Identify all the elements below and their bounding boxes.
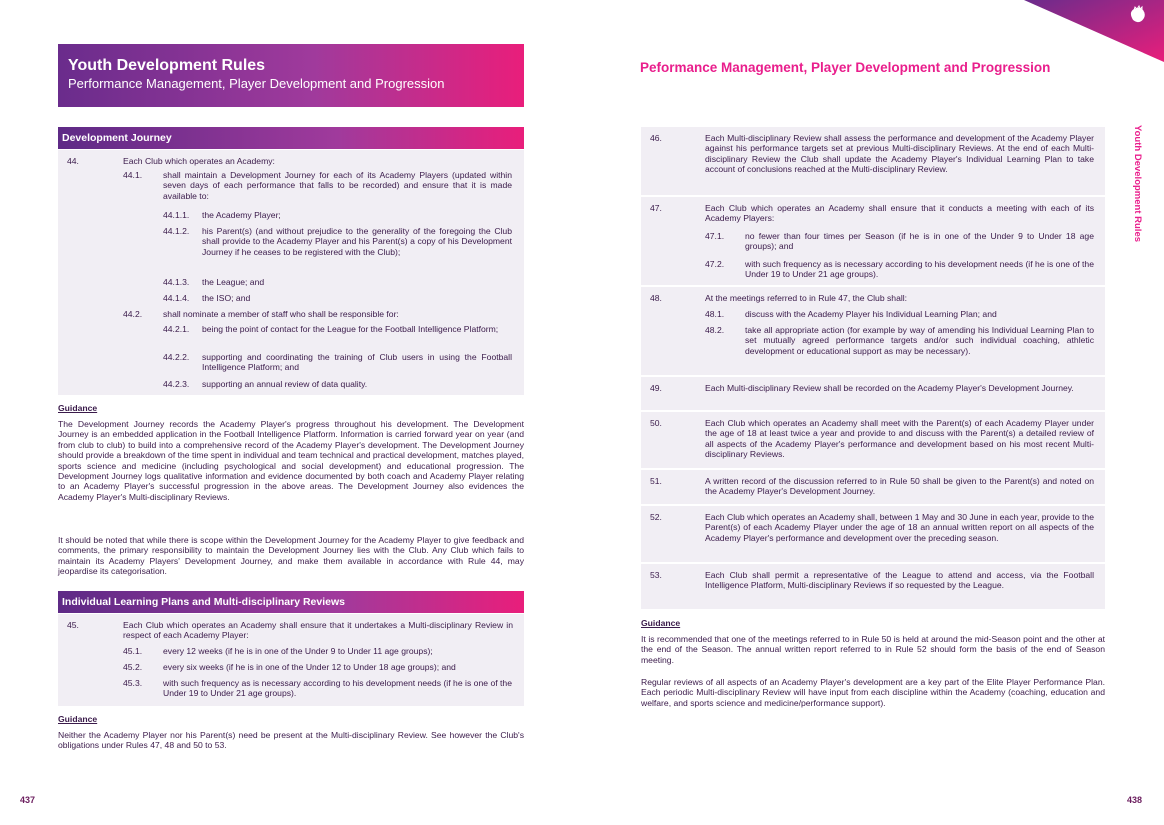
rule-text: take all appropriate action (for example by way of amending his Individual Learning Plan to set mutually agreed performance targets and/or such individual coaching, athletic development or educational support as may be necessary). — [745, 325, 1094, 356]
rule-text: Each Multi-disciplinary Review shall be recorded on the Academy Player's Development Journey. — [705, 383, 1074, 393]
guidance-paragraph: Regular reviews of all aspects of an Academy Player's development are a key part of the Elite Player Performance Plan. Each periodic Multi-disciplinary Review will have input from each discipline within the Academy (coaching, education and welfare, and sports science and medicine/performance support). — [641, 677, 1105, 708]
rule-number: 44.1. — [123, 170, 143, 180]
rule-number: 48. — [650, 293, 662, 303]
rule-number: 44.2. — [123, 309, 143, 319]
rule-text: A written record of the discussion referred to in Rule 50 shall be given to the Parent(s) and noted on the Academy Player's Development Journey. — [705, 476, 1094, 497]
rule-53-panel — [641, 564, 1105, 609]
rule-number: 45.1. — [123, 646, 143, 656]
rule-number: 50. — [650, 418, 662, 428]
rule-52-panel — [641, 506, 1105, 562]
rule-text: Each Club shall permit a representative of the League to attend and access, via the Football Intelligence Platform, Multi-disciplinary Reviews if so requested by the League. — [705, 570, 1094, 591]
rule-text: Each Multi-disciplinary Review shall assess the performance and development of the Academy Player against his performance targets set at previous Multi-disciplinary Reviews. At the end of each Multi-disciplinary Review the Club shall update the Academy Player's Individual Learning Plan to take account of conclusions reached at the Multi-disciplinary Review. — [705, 133, 1094, 174]
rule-text: Each Club which operates an Academy shall ensure that it conducts a meeting with each of its Academy Players: — [705, 203, 1094, 224]
rule-text: At the meetings referred to in Rule 47, the Club shall: — [705, 293, 908, 303]
section-header-development-journey: Development Journey — [58, 127, 524, 149]
guidance-paragraph: It is recommended that one of the meetings referred to in Rule 50 is held at around the mid-Season point and the other at the end of the Season. The annual written report referred to in Rule 52 should form the basis of the end of Season meeting. — [641, 634, 1105, 665]
rule-number: 52. — [650, 512, 662, 522]
rule-number: 44.2.1. — [163, 324, 190, 334]
rule-number: 48.2. — [705, 325, 725, 335]
rule-number: 53. — [650, 570, 662, 580]
rule-number: 47.2. — [705, 259, 725, 269]
rule-text: his Parent(s) (and without prejudice to the generality of the foregoing the Club shall provide to the Academy Player and his Parent(s) a copy of his Development Journey if he ceases to be registered with the Club); — [202, 226, 512, 257]
rule-text: discuss with the Academy Player his Individual Learning Plan; and — [745, 309, 997, 319]
rule-number: 44.1.1. — [163, 210, 190, 220]
rule-text: shall nominate a member of staff who shall be responsible for: — [163, 309, 399, 319]
guidance-heading: Guidance — [58, 714, 98, 724]
rule-number: 44. — [67, 156, 79, 166]
rule-number: 44.2.2. — [163, 352, 190, 362]
rule-text: being the point of contact for the League for the Football Intelligence Platform; — [202, 324, 499, 334]
rule-51-panel — [641, 470, 1105, 504]
rule-number: 45.2. — [123, 662, 143, 672]
page-title: Youth Development Rules — [68, 57, 266, 74]
rule-number: 49. — [650, 383, 662, 393]
rule-45-panel — [58, 614, 524, 706]
rule-number: 44.2.3. — [163, 379, 190, 389]
rule-text: the League; and — [202, 277, 265, 287]
rule-48-panel — [641, 287, 1105, 375]
page-number: 437 — [20, 795, 36, 805]
rule-text: every six weeks (if he is in one of the Under 12 to Under 18 age groups); and — [163, 662, 456, 672]
guidance-heading: Guidance — [58, 403, 98, 413]
rule-50-panel — [641, 412, 1105, 468]
rule-number: 44.1.2. — [163, 226, 190, 236]
rule-text: Each Club which operates an Academy shall meet with the Parent(s) of each Academy Player under the age of 18 at least twice a year and provide to and discuss with the Parent(s) a detailed review of all aspects of the Academy Player's performance and development based on his most recent Multi-disciplinary Reviews. — [705, 418, 1094, 459]
guidance-paragraph: Neither the Academy Player nor his Parent(s) need be present at the Multi-disciplinary Review. See however the Club's obligations under Rules 47, 48 and 50 to 53. — [58, 730, 524, 751]
rule-number: 44.1.3. — [163, 277, 190, 287]
rule-44-panel — [58, 150, 524, 395]
guidance-paragraph: The Development Journey records the Academy Player's progress throughout his development. The Development Journey is an embedded application in the Football Intelligence Platform. Information is carried forward year on year (and from club to club) to build into a comprehensive record of the Academy Player's development. The Development Journey should provide a breakdown of the time spent in individual and team technical and practical development, matches played, sports science and medicine (including psychological and social development) and educational progression. The Development Journey logs qualitative information and evidence documented by both coach and Academy Player relating to an Academy Player's successful progression in the above areas. The Development Journey also evidences the Academy Player's Multi-disciplinary Reviews. — [58, 419, 524, 502]
rule-text: supporting and coordinating the training of Club users in using the Football Intelligence Platform; and — [202, 352, 512, 373]
rule-text: no fewer than four times per Season (if he is in one of the Under 9 to Under 18 age groups); and — [745, 231, 1094, 252]
section-header-individual-learning-plans: Individual Learning Plans and Multi-disciplinary Reviews — [58, 591, 524, 613]
rule-text: Each Club which operates an Academy shall, between 1 May and 30 June in each year, provide to the Parent(s) of each Academy Player under the age of 18 an annual written report on all aspects of the Academy Player's performance and development over the preceding season. — [705, 512, 1094, 543]
rule-number: 51. — [650, 476, 662, 486]
guidance-heading: Guidance — [641, 618, 681, 628]
guidance-paragraph: It should be noted that while there is scope within the Development Journey for the Academy Player to give feedback and comments, the primary responsibility to maintain the Development Journey lies with the Club. Any Club which fails to maintain its Academy Players' Development Journey, and make them available in accordance with Rule 44, may jeopardise its categorisation. — [58, 535, 524, 577]
rule-47-panel — [641, 197, 1105, 285]
rule-number: 47. — [650, 203, 662, 213]
rule-number: 48.1. — [705, 309, 725, 319]
rule-49-panel — [641, 377, 1105, 410]
title-banner — [58, 44, 524, 107]
rule-text: the Academy Player; — [202, 210, 281, 220]
rule-text: shall maintain a Development Journey for each of its Academy Players (updated within seven days of each performance that falls to be recorded) and ensure that it is made available to: — [163, 170, 512, 201]
rule-number: 47.1. — [705, 231, 725, 241]
rule-number: 45. — [67, 620, 79, 630]
rule-number: 46. — [650, 133, 662, 143]
rule-46-panel — [641, 127, 1105, 195]
rule-text: Each Club which operates an Academy shall ensure that it undertakes a Multi-disciplinary Review in respect of each Academy Player: — [123, 620, 513, 641]
rule-number: 45.3. — [123, 678, 143, 688]
side-section-label: Youth Development Rules — [1132, 125, 1143, 243]
rule-number: 44.1.4. — [163, 293, 190, 303]
rule-44-1 — [123, 170, 513, 212]
rule-text: the ISO; and — [202, 293, 251, 303]
rule-text: Each Club which operates an Academy: — [123, 156, 275, 166]
rule-text: with such frequency as is necessary according to his development needs (if he is one of the Under 19 to Under 21 age groups). — [745, 259, 1094, 280]
rule-text: with such frequency as is necessary according to his development needs (if he is one of the Under 19 to Under 21 age groups). — [163, 678, 512, 699]
page-subtitle: Performance Management, Player Development and Progression — [68, 76, 445, 91]
rule-text: every 12 weeks (if he is in one of the Under 9 to Under 11 age groups); — [163, 646, 433, 656]
rule-text: supporting an annual review of data quality. — [202, 379, 368, 389]
right-page-heading: Peformance Management, Player Development and Progression — [640, 60, 1051, 75]
page-number: 438 — [1127, 795, 1143, 805]
